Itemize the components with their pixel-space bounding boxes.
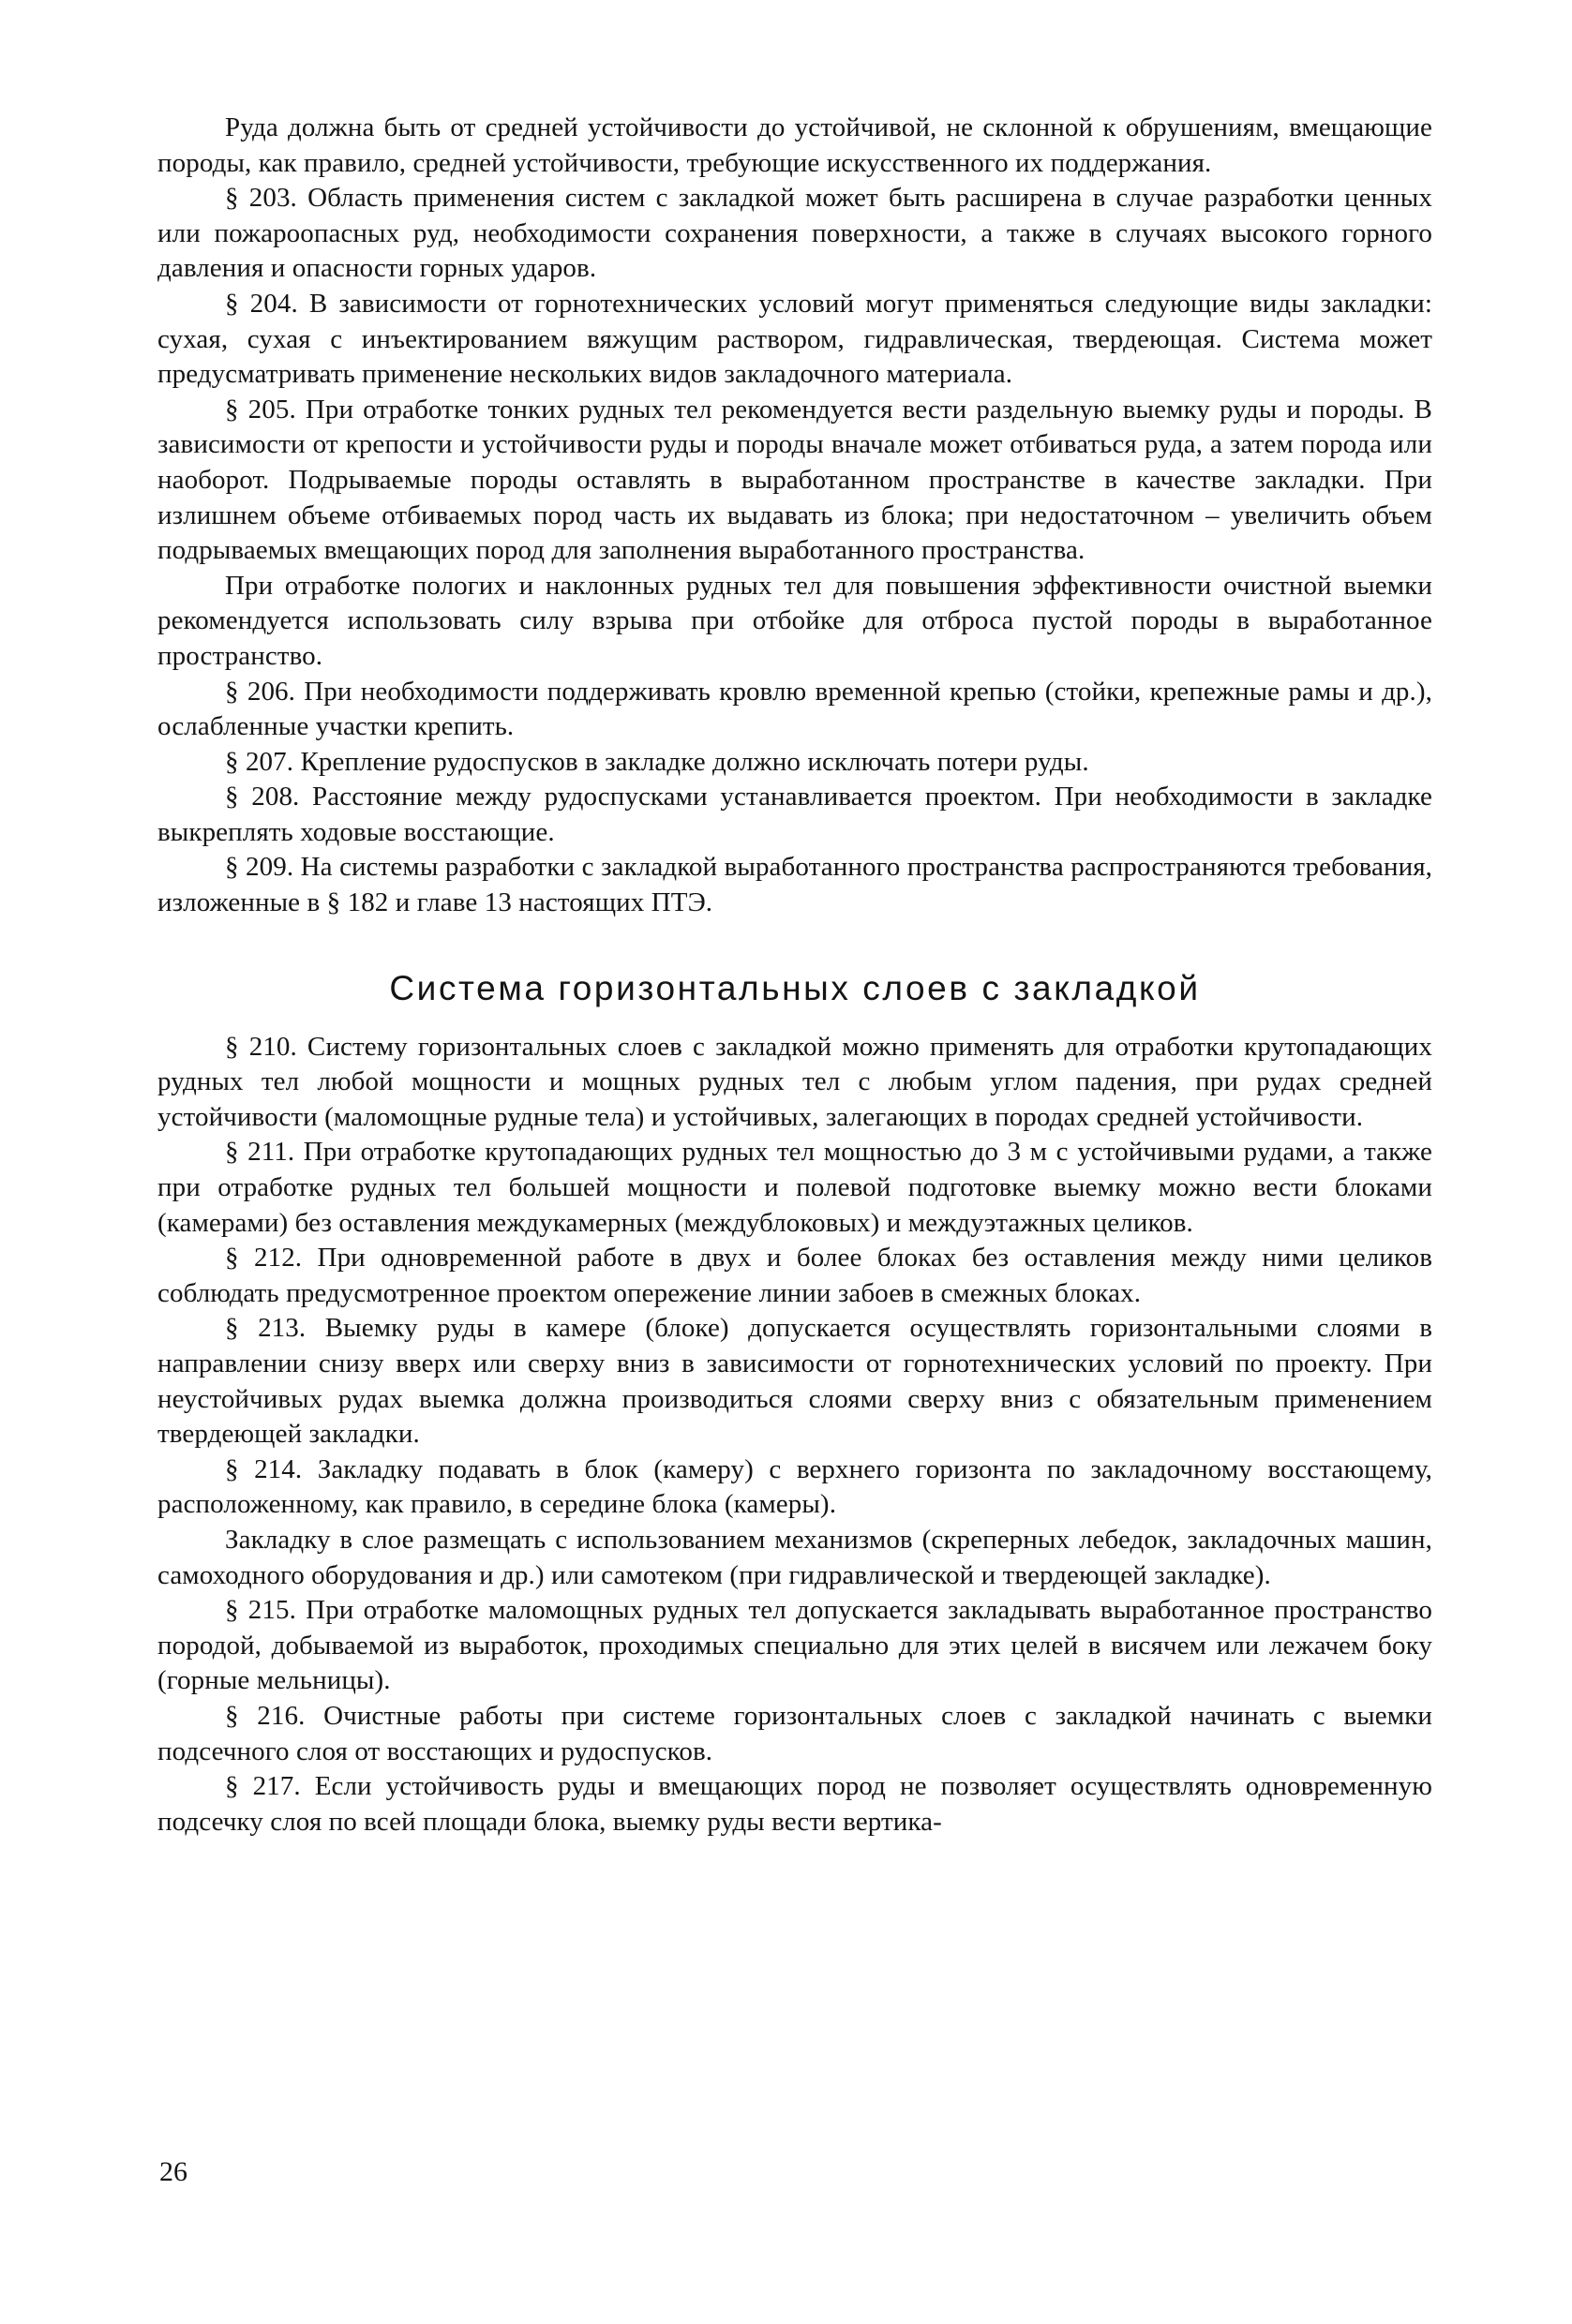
paragraph-217: § 217. Если устойчивость руды и вмещающих пород не позволяет осуществлять одновременную подсечку слоя по всей площади блока, выемку руды вести вертика-: [157, 1771, 1432, 1837]
paragraph-216: § 216. Очистные работы при системе горизонтальных слоев с закладкой начинать с выемки подсечного слоя от восстающих и рудоспусков.: [157, 1700, 1432, 1766]
paragraph-212: § 212. При одновременной работе в двух и более блоках без оставления между ними целиков соблюдать предусмотренное проектом опережение линии забоев в смежных блоках.: [157, 1243, 1432, 1308]
page-number: 26: [159, 2156, 187, 2187]
paragraph-210: § 210. Систему горизонтальных слоев с закладкой можно применять для отработки крутопадающих рудных тел любой мощности и мощных рудных тел с любым углом падения, при рудах средней устойчивости (маломощные рудные тела) и устойчивых, залегающих в породах средней устойчивости.: [157, 1031, 1432, 1132]
paragraph-204: § 204. В зависимости от горнотехнических условий могут применяться следующие виды закладки: сухая, сухая с инъектированием вяжущим раствором, гидравлическая, твердеющая. Система может предусматривать применение нескольких видов закладочного материала.: [157, 288, 1432, 390]
paragraph-213: § 213. Выемку руды в камере (блоке) допускается осуществлять горизонтальными слоями в направлении снизу вверх или сверху вниз в зависимости от горнотехнических условий по проекту. При неустойчивых рудах выемка должна производиться слоями сверху вниз с обязательным применением твердеющей закладки.: [157, 1313, 1432, 1450]
section-heading: Система горизонтальных слоев с закладкой: [389, 968, 1201, 1007]
paragraph-211: § 211. При отработке крутопадающих рудных тел мощностью до 3 м с устойчивыми рудами, а также при отработке рудных тел большей мощности и полевой подготовке выемку можно вести блоками (камерами) без оставления междукамерных (междублоковых) и междуэтажных целиков.: [157, 1137, 1432, 1238]
paragraph-214: § 214. Закладку подавать в блок (камеру) с верхнего горизонта по закладочному восстающему, расположенному, как правило, в середине блока (камеры).: [157, 1453, 1432, 1520]
paragraph-205: § 205. При отработке тонких рудных тел рекомендуется вести раздельную выемку руды и породы. В зависимости от крепости и устойчивости руды и породы вначале может отбиваться руда, а затем порода или наоборот. Подрываемые породы оставлять в выработанном пространстве в качестве закладки. При излишнем объеме отбиваемых пород часть их выдавать из блока; при недостаточном – увеличить объем подрываемых вмещающих пород для заполнения выработанного пространства.: [157, 394, 1432, 566]
paragraph-203: § 203. Область применения систем с закладкой может быть расширена в случае разработки ценных или пожароопасных руд, необходимости сохранения поверхности, а также в случаях высокого горного давления и опасности горных ударов.: [157, 183, 1432, 284]
page-content: [157, 111, 1432, 1840]
paragraph-209: § 209. На системы разработки с закладкой выработанного пространства распространяются требования, изложенные в § 182 и главе 13 настоящих ПТЭ.: [157, 852, 1432, 918]
paragraph-208: § 208. Расстояние между рудоспусками устанавливается проектом. При необходимости в закладке выкреплять ходовые восстающие.: [157, 782, 1432, 847]
paragraph-207: § 207. Крепление рудоспусков в закладке должно исключать потери руды.: [225, 746, 1089, 777]
paragraph-214-continued: Закладку в слое размещать с использованием механизмов (скреперных лебедок, закладочных машин, самоходного оборудования и др.) или самотеком (при гидравлической и твердеющей закладке).: [157, 1524, 1432, 1590]
paragraph-205-continued: При отработке пологих и наклонных рудных тел для повышения эффективности очистной выемки рекомендуется использовать силу взрыва при отбойке для отброса пустой породы в выработанное пространство.: [157, 570, 1432, 671]
paragraph-intro: Руда должна быть от средней устойчивости до устойчивой, не склонной к обрушениям, вмещающие породы, как правило, средней устойчивости, требующие искусственного их поддержания.: [157, 112, 1432, 178]
paragraph-215: § 215. При отработке маломощных рудных тел допускается закладывать выработанное пространство породой, добываемой из выработок, проходимых специально для этих целей в висячем или лежачем боку (горные мельницы).: [157, 1595, 1432, 1696]
paragraph-206: § 206. При необходимости поддерживать кровлю временной крепью (стойки, крепежные рамы и др.), ослабленные участки крепить.: [157, 676, 1432, 742]
